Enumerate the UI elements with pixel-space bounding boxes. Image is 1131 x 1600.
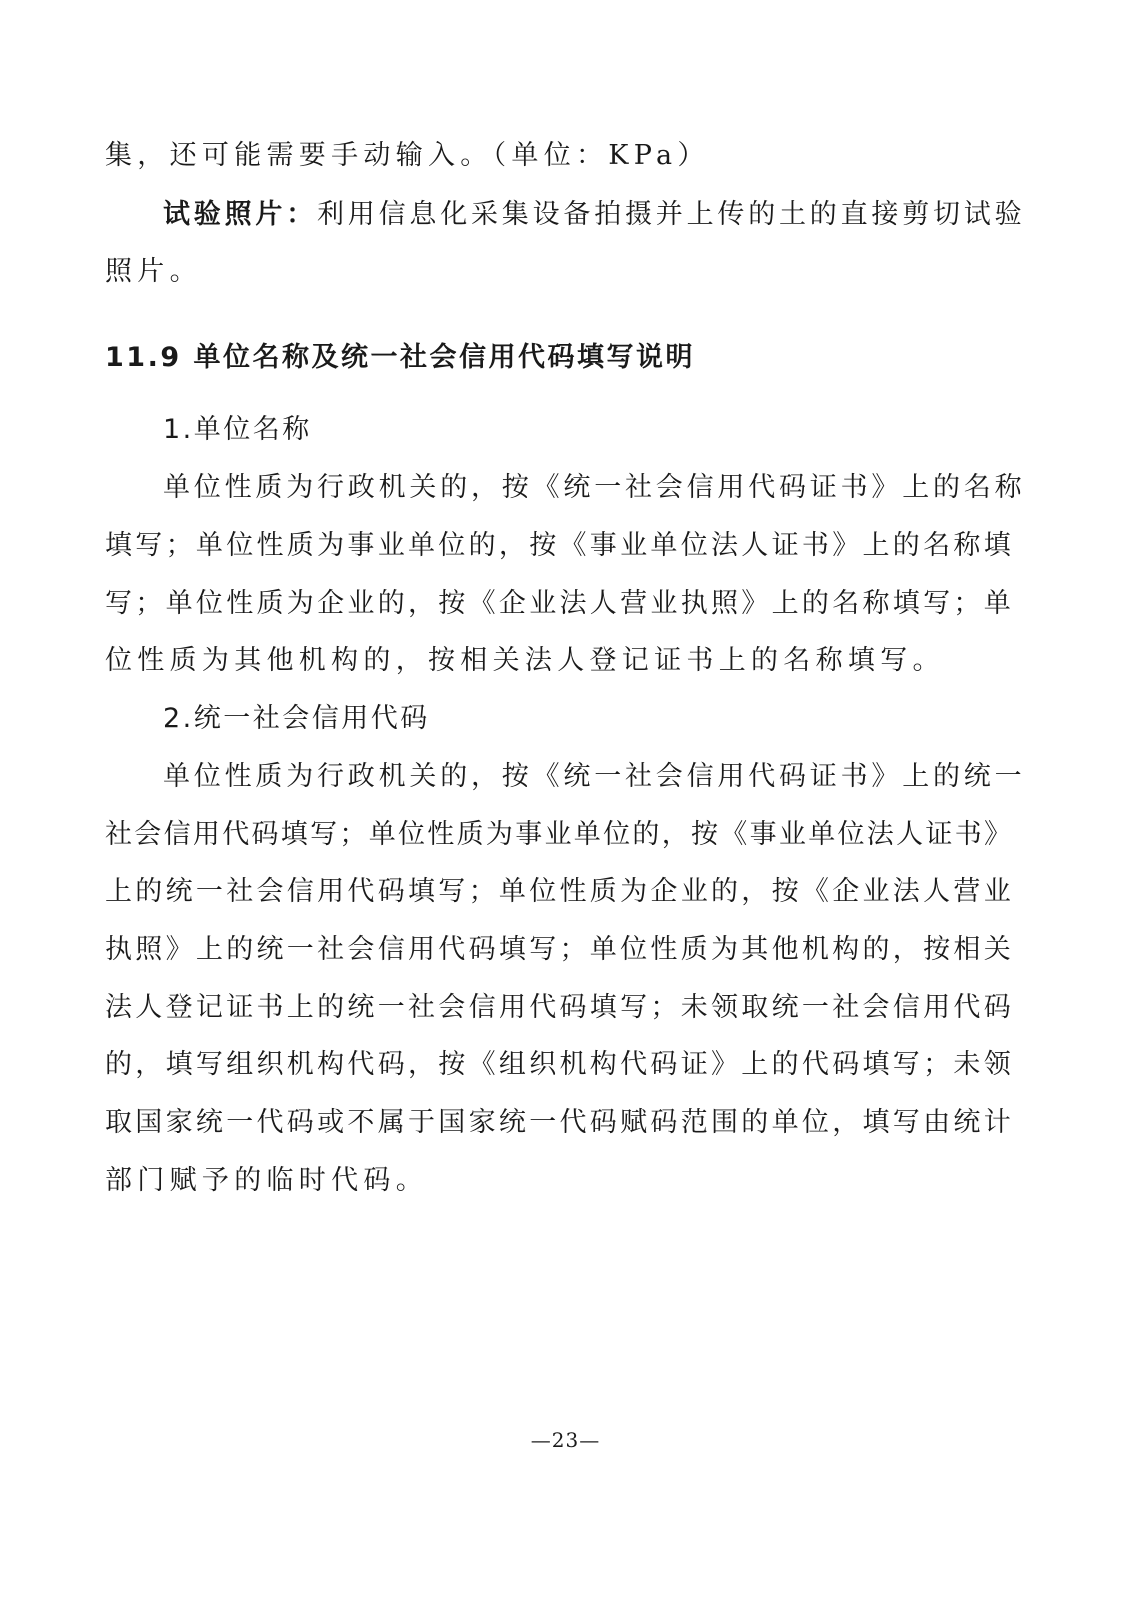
photo-label: 试验照片： — [163, 199, 317, 230]
paragraph-line: 取国家统一代码或不属于国家统一代码赋码范围的单位，填写由统计 — [105, 1107, 1014, 1138]
subsection-heading-credit-code: 2.统一社会信用代码 — [163, 703, 430, 734]
paragraph-line: 部门赋予的临时代码。 — [105, 1165, 428, 1196]
page-number: —23— — [530, 1428, 601, 1452]
paragraph-line: 单位性质为行政机关的，按《统一社会信用代码证书》上的统一 — [163, 761, 1026, 792]
subsection-heading-unit-name: 1.单位名称 — [163, 414, 312, 445]
paragraph-line: 位性质为其他机构的，按相关法人登记证书上的名称填写。 — [105, 645, 945, 676]
paragraph-line: 单位性质为行政机关的，按《统一社会信用代码证书》上的名称 — [163, 472, 1026, 503]
paragraph-line: 执照》上的统一社会信用代码填写；单位性质为其他机构的，按相关 — [105, 934, 1014, 965]
photo-paragraph-line-1 — [163, 195, 1025, 235]
paragraph-line: 写；单位性质为企业的，按《企业法人营业执照》上的名称填写；单 — [105, 588, 1014, 619]
paragraph-line: 的，填写组织机构代码，按《组织机构代码证》上的代码填写；未领 — [105, 1049, 1014, 1080]
section-heading: 11.9 单位名称及统一社会信用代码填写说明 — [105, 342, 696, 373]
intro-line: 集，还可能需要手动输入。（单位：KPa） — [105, 140, 710, 171]
photo-text: 利用信息化采集设备拍摄并上传的土的直接剪切试验 — [317, 199, 1026, 230]
photo-paragraph-line-2: 照片。 — [105, 256, 202, 287]
paragraph-line: 法人登记证书上的统一社会信用代码填写；未领取统一社会信用代码 — [105, 992, 1014, 1023]
paragraph-line: 社会信用代码填写；单位性质为事业单位的，按《事业单位法人证书》 — [105, 819, 1014, 850]
paragraph-line: 填写；单位性质为事业单位的，按《事业单位法人证书》上的名称填 — [105, 530, 1014, 561]
paragraph-line: 上的统一社会信用代码填写；单位性质为企业的，按《企业法人营业 — [105, 876, 1014, 907]
